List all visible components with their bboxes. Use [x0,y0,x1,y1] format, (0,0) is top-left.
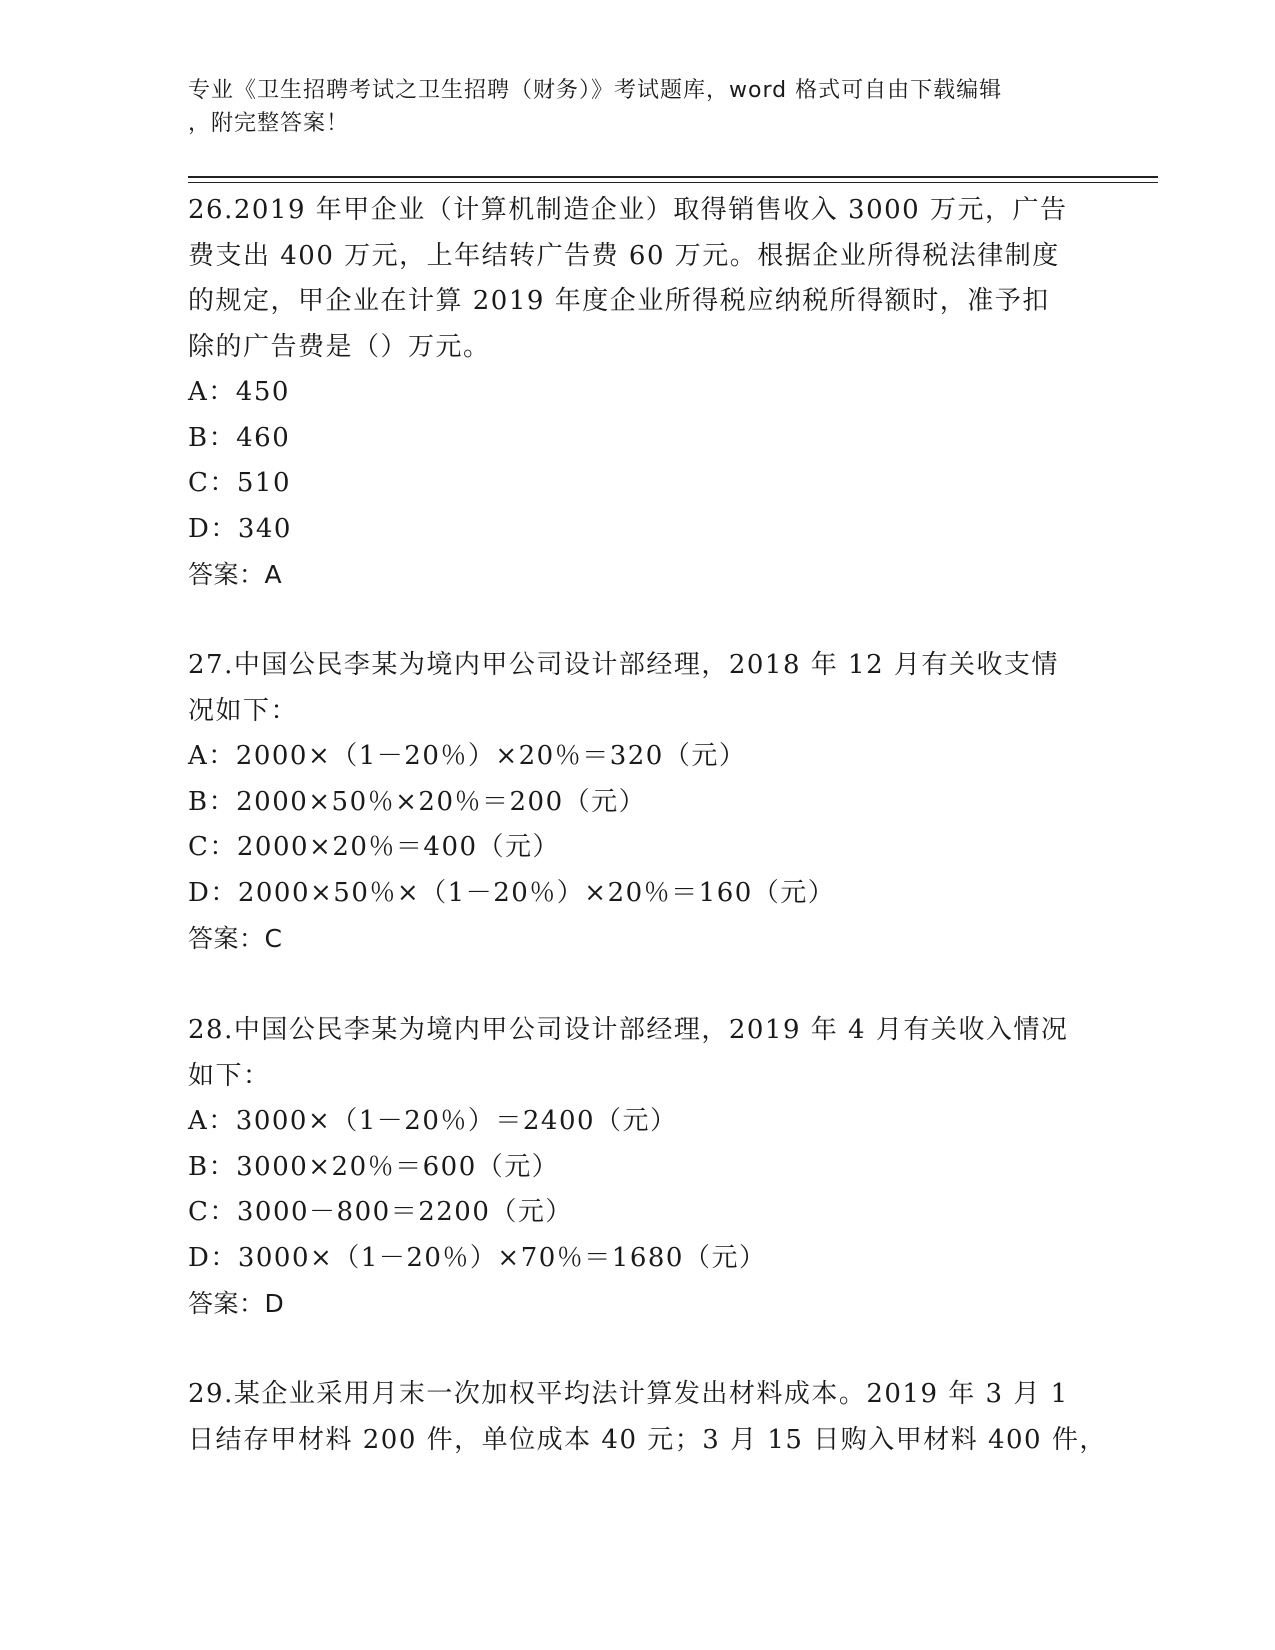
question-29 [188,1372,1107,1463]
question-text: 况如下： [188,695,299,726]
option-d: D：340 [188,513,292,544]
question-text: 27.中国公民李某为境内甲公司设计部经理，2018 年 12 月有关收支情 [188,650,1059,680]
question-text: 除的广告费是（）万元。 [188,331,491,362]
question-text: 的规定，甲企业在计算 2019 年度企业所得税应纳税所得额时，准予扣 [188,286,1050,316]
question-28 [188,1008,1088,1327]
document-header [188,74,1068,140]
option-c: C：3000－800＝2200（元） [188,1197,573,1227]
option-b: B：460 [188,422,291,453]
option-c: C：510 [188,468,292,498]
option-b: B：3000×20％＝600（元） [188,1151,560,1182]
header-line: 专业《卫生招聘考试之卫生招聘（财务）》考试题库，word 格式可自由下载编辑 [188,78,1003,103]
question-text: 28.中国公民李某为境内甲公司设计部经理，2019 年 4 月有关收入情况 [188,1015,1069,1045]
header-divider [188,182,1158,183]
option-b: B：2000×50％×20％＝200（元） [188,786,647,817]
answer: 答案：C [188,924,283,953]
question-text: 26.2019 年甲企业（计算机制造企业）取得销售收入 3000 万元，广告 [188,195,1068,225]
question-text: 费支出 400 万元，上年结转广告费 60 万元。根据企业所得税法律制度 [188,240,1060,271]
option-a: A：3000×（1－20％）＝2400（元） [188,1106,678,1136]
option-d: D：2000×50％×（1－20％）×20％＝160（元） [188,877,836,908]
question-text: 日结存甲材料 200 件，单位成本 40 元；3 月 15 日购入甲材料 400 件， [188,1424,1107,1455]
question-text: 29.某企业采用月末一次加权平均法计算发出材料成本。2019 年 3 月 1 [188,1379,1069,1409]
answer: 答案：A [188,560,283,589]
question-26 [188,188,1088,598]
header-line: ，附完整答案！ [188,111,350,136]
option-a: A：450 [188,377,290,407]
option-c: C：2000×20％＝400（元） [188,832,561,862]
question-text: 如下： [188,1060,271,1091]
option-d: D：3000×（1－20％）×70％＝1680（元） [188,1242,767,1273]
answer: 答案：D [188,1289,285,1318]
question-27 [188,643,1088,962]
header-divider [188,176,1158,178]
option-a: A：2000×（1－20％）×20％＝320（元） [188,741,747,771]
